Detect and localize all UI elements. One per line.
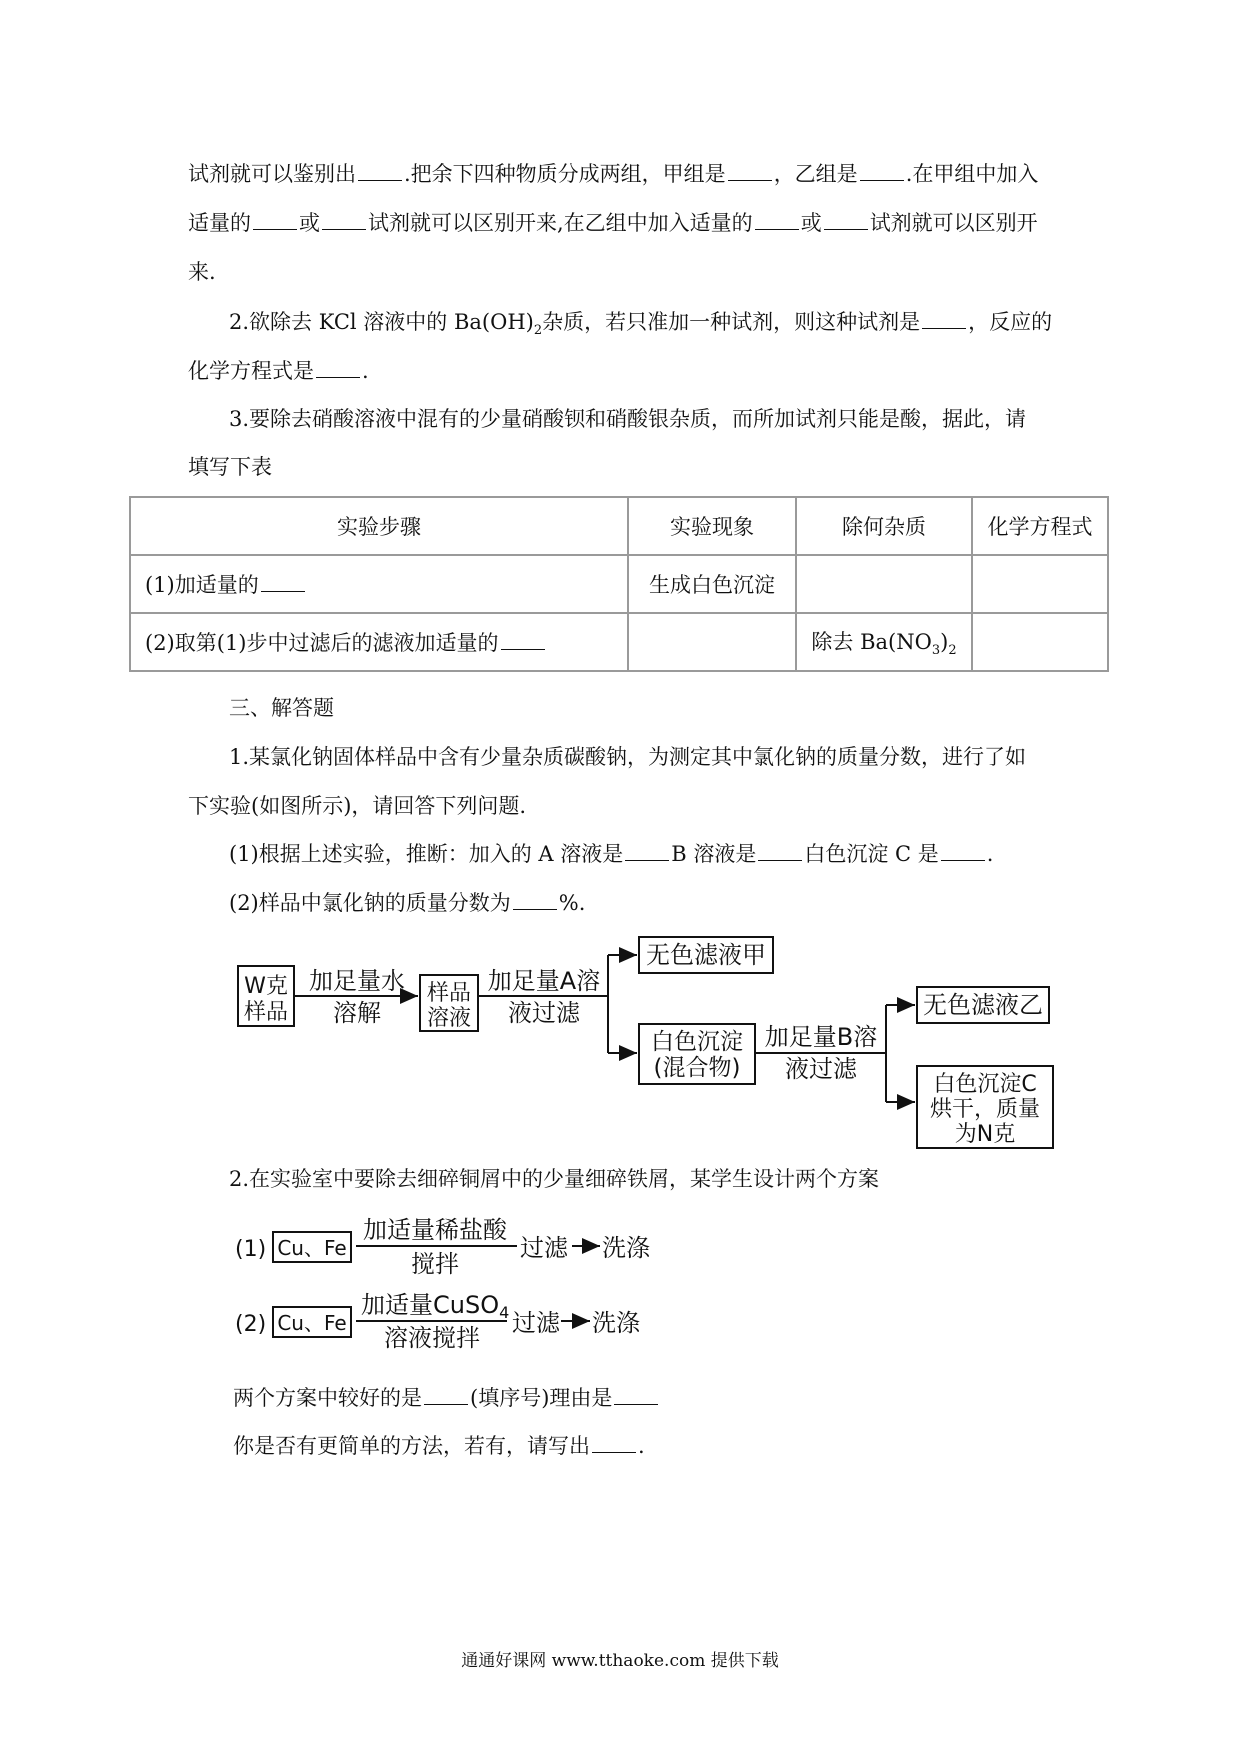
text: 两个方案中较好的是 — [233, 1386, 422, 1410]
text: 1.某氯化钠固体样品中含有少量杂质碳酸钠，为测定其中氯化钠的质量分数，进行了如 — [229, 745, 1027, 769]
text: 或 — [299, 211, 320, 235]
label: 加足量水 — [309, 967, 405, 995]
label: 溶液 — [426, 1006, 472, 1031]
text: (2)取第(1)步中过滤后的滤液加适量的 — [145, 631, 499, 655]
header-cell: 化学方程式 — [972, 497, 1108, 555]
label: 无色滤液甲 — [646, 941, 766, 969]
blank — [614, 1384, 658, 1405]
label: 为N克 — [954, 1122, 1016, 1147]
subscript: 3 — [931, 643, 941, 659]
text: 下实验(如图所示)，请回答下列问题. — [188, 794, 527, 818]
label: 加适量稀盐酸 — [363, 1216, 507, 1244]
text: 白色沉淀 C 是 — [804, 842, 939, 866]
header-cell: 实验步骤 — [130, 497, 628, 555]
subscript: 4 — [499, 1303, 510, 1322]
text: 试剂就可以区别开来,在乙组中加入适量的 — [368, 211, 753, 235]
label: 液过滤 — [785, 1055, 857, 1083]
label: (混合物) — [653, 1055, 741, 1081]
label: Cu、Fe — [277, 1236, 347, 1260]
label: 溶解 — [333, 999, 381, 1027]
table-cell: 生成白色沉淀 — [628, 555, 796, 613]
label: 烘干，质量 — [929, 1097, 1041, 1122]
text: 除去 Ba(NO — [811, 629, 932, 654]
text: ，乙组是 — [773, 162, 858, 186]
text: 来. — [188, 260, 216, 284]
label: 白色沉淀 — [651, 1029, 743, 1055]
label: 过滤 — [520, 1234, 568, 1262]
footer: 通通好课网 www.tthaoke.com 提供下载 — [461, 1651, 779, 1671]
subscript: 2 — [948, 643, 957, 659]
label: 液过滤 — [508, 999, 580, 1027]
label: 白色沉淀C — [933, 1072, 1037, 1097]
blank — [592, 1432, 636, 1453]
label: (2) — [235, 1312, 267, 1337]
text: .把余下四种物质分成两组，甲组是 — [404, 162, 726, 186]
text: 2.欲除去 KCl 溶液中的 Ba(OH) — [229, 310, 534, 334]
text: 你是否有更简单的方法，若有，请写出 — [233, 1434, 590, 1458]
text: 试剂就可以区别开 — [869, 211, 1038, 235]
text: ) — [940, 629, 949, 654]
text: B 溶液是 — [671, 842, 757, 866]
text: 或 — [800, 211, 822, 235]
text: 3.要除去硝酸溶液中混有的少量硝酸钡和硝酸银杂质，而所加试剂只能是酸，据此，请 — [229, 407, 1027, 431]
subscript: 2 — [533, 323, 543, 339]
text: 填写下表 — [188, 455, 272, 479]
text: (2)样品中氯化钠的质量分数为 — [229, 891, 511, 915]
label: 溶液搅拌 — [384, 1324, 480, 1352]
text: 化学方程式是 — [188, 359, 314, 383]
label: 样品 — [243, 1000, 289, 1025]
label: 搅拌 — [411, 1250, 459, 1278]
text: . — [362, 359, 369, 383]
text-line — [233, 1432, 645, 1460]
blank — [424, 1384, 468, 1405]
label: 加足量A溶 — [487, 967, 601, 995]
label: 加足量B溶 — [764, 1023, 878, 1051]
text: 杂质，若只准加一种试剂，则这种试剂是 — [542, 310, 921, 334]
text: 试剂就可以鉴别出 — [188, 162, 356, 186]
label: 洗涤 — [602, 1234, 650, 1262]
label: 过滤 — [512, 1309, 560, 1337]
text: ，反应的 — [968, 310, 1053, 334]
header-cell: 实验现象 — [628, 497, 796, 555]
text: (1)加适量的 — [145, 573, 259, 597]
label: 样品 — [426, 981, 472, 1006]
text: 适量的 — [188, 211, 251, 235]
label — [361, 1291, 509, 1322]
label: 加适量CuSO — [361, 1291, 500, 1319]
text: (填序号)理由是 — [470, 1386, 613, 1410]
header-cell: 除何杂质 — [796, 497, 972, 555]
label: (1) — [235, 1237, 267, 1262]
text: . — [986, 842, 994, 866]
text: (1)根据上述实验，推断：加入的 A 溶液是 — [229, 842, 624, 866]
text: 三、解答题 — [229, 696, 334, 720]
label: 无色滤液乙 — [923, 991, 1043, 1019]
text: 2.在实验室中要除去细碎铜屑中的少量细碎铁屑，某学生设计两个方案 — [229, 1167, 880, 1191]
text: . — [638, 1434, 645, 1458]
label: Cu、Fe — [277, 1311, 347, 1335]
text: .在甲组中加入 — [905, 162, 1039, 186]
text: %. — [558, 891, 586, 915]
text-line — [233, 1384, 660, 1412]
label: W克 — [244, 974, 288, 999]
label: 洗涤 — [592, 1309, 640, 1337]
